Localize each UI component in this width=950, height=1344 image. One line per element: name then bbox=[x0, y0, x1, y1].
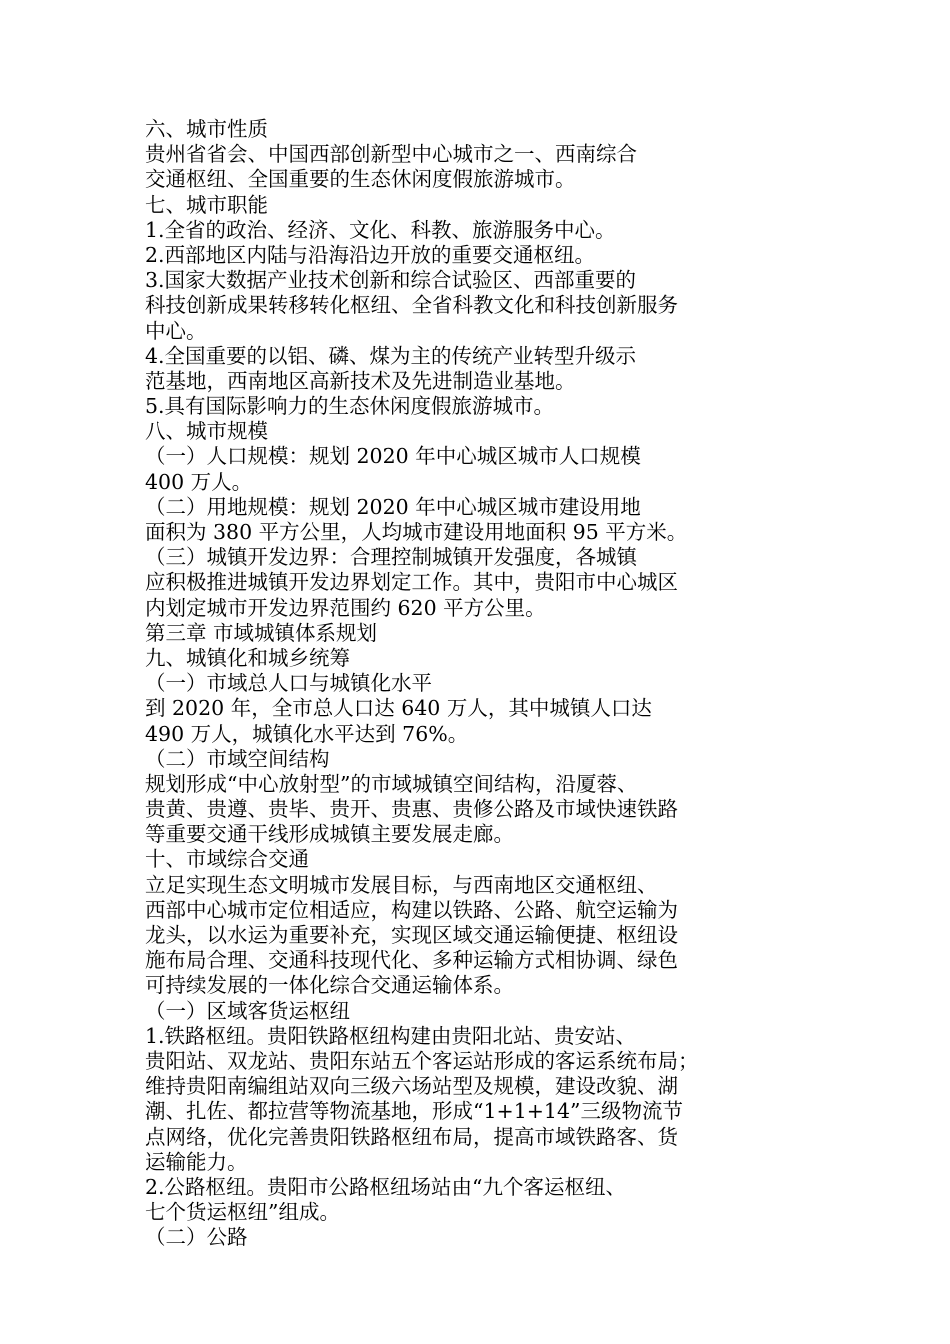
chapter-heading: 第三章 市域城镇体系规划 bbox=[145, 620, 378, 645]
paragraph-line: 内划定城市开发边界范围约 620 平方公里。 bbox=[145, 595, 546, 620]
paragraph-line: 贵黄、贵遵、贵毕、贵开、贵惠、贵修公路及市域快速铁路 bbox=[145, 797, 678, 822]
subsection-line: （三）城镇开发边界：合理控制城镇开发强度，各城镇 bbox=[145, 545, 637, 570]
section-heading: 十、市域综合交通 bbox=[145, 847, 309, 872]
paragraph-line: 可持续发展的一体化综合交通运输体系。 bbox=[145, 973, 514, 998]
paragraph-line: 立足实现生态文明城市发展目标，与西南地区交通枢纽、 bbox=[145, 872, 658, 897]
paragraph-line: 应积极推进城镇开发边界划定工作。其中，贵阳市中心城区 bbox=[145, 570, 678, 595]
list-item: 3.国家大数据产业技术创新和综合试验区、西部重要的 bbox=[145, 268, 637, 293]
paragraph-line: 交通枢纽、全国重要的生态休闲度假旅游城市。 bbox=[145, 167, 576, 192]
paragraph-line: 贵州省省会、中国西部创新型中心城市之一、西南综合 bbox=[145, 142, 637, 167]
section-heading: 六、城市性质 bbox=[145, 117, 268, 141]
paragraph-line: 科技创新成果转移转化枢纽、全省科教文化和科技创新服务 bbox=[145, 293, 678, 318]
subsection-heading: （一）区域客货运枢纽 bbox=[145, 998, 350, 1023]
list-item: 1.铁路枢纽。贵阳铁路枢纽构建由贵阳北站、贵安站、 bbox=[145, 1023, 637, 1048]
paragraph-line: 400 万人。 bbox=[145, 469, 253, 494]
paragraph-line: 中心。 bbox=[145, 318, 207, 343]
list-item: 1.全省的政治、经济、文化、科教、旅游服务中心。 bbox=[145, 217, 616, 242]
paragraph-line: 到 2020 年，全市总人口达 640 万人，其中城镇人口达 bbox=[145, 696, 652, 721]
list-item: 4.全国重要的以铝、磷、煤为主的传统产业转型升级示 bbox=[145, 343, 637, 368]
paragraph-line: 运输能力。 bbox=[145, 1149, 248, 1174]
subsection-line: （二）用地规模：规划 2020 年中心城区城市建设用地 bbox=[145, 494, 641, 519]
list-item: 5.具有国际影响力的生态休闲度假旅游城市。 bbox=[145, 394, 555, 419]
paragraph-line: 西部中心城市定位相适应，构建以铁路、公路、航空运输为 bbox=[145, 897, 678, 922]
paragraph-line: 施布局合理、交通科技现代化、多种运输方式相协调、绿色 bbox=[145, 948, 678, 973]
list-item: 2.公路枢纽。贵阳市公路枢纽场站由“九个客运枢纽、 bbox=[145, 1174, 627, 1199]
paragraph-line: 490 万人，城镇化水平达到 76%。 bbox=[145, 721, 469, 746]
subsection-heading: （一）市域总人口与城镇化水平 bbox=[145, 671, 432, 696]
paragraph-line: 等重要交通干线形成城镇主要发展走廊。 bbox=[145, 822, 514, 847]
document-body bbox=[145, 117, 805, 1250]
section-heading: 七、城市职能 bbox=[145, 192, 268, 217]
paragraph-line: 面积为 380 平方公里，人均城市建设用地面积 95 平方米。 bbox=[145, 520, 688, 544]
subsection-heading: （二）市域空间结构 bbox=[145, 746, 330, 771]
paragraph-line: 七个货运枢纽”组成。 bbox=[145, 1200, 340, 1225]
section-heading: 九、城镇化和城乡统筹 bbox=[145, 645, 350, 670]
paragraph-line: 点网络，优化完善贵阳铁路枢纽布局，提高市域铁路客、货 bbox=[145, 1124, 678, 1149]
subsection-line: （一）人口规模：规划 2020 年中心城区城市人口规模 bbox=[145, 444, 641, 469]
paragraph-line: 范基地，西南地区高新技术及先进制造业基地。 bbox=[145, 368, 576, 393]
section-heading: 八、城市规模 bbox=[145, 419, 268, 444]
paragraph-line: 潮、扎佐、都拉营等物流基地，形成“1+1+14”三级物流节 bbox=[145, 1099, 683, 1124]
paragraph-line: 贵阳站、双龙站、贵阳东站五个客运站形成的客运系统布局； bbox=[145, 1048, 699, 1073]
paragraph-line: 维持贵阳南编组站双向三级六场站型及规模，建设改貌、湖 bbox=[145, 1074, 678, 1099]
paragraph-line: 规划形成“中心放射型”的市域城镇空间结构，沿厦蓉、 bbox=[145, 771, 638, 796]
subsection-heading: （二）公路 bbox=[145, 1225, 248, 1250]
paragraph-line: 龙头，以水运为重要补充，实现区域交通运输便捷、枢纽设 bbox=[145, 923, 678, 947]
list-item: 2.西部地区内陆与沿海沿边开放的重要交通枢纽。 bbox=[145, 242, 596, 267]
